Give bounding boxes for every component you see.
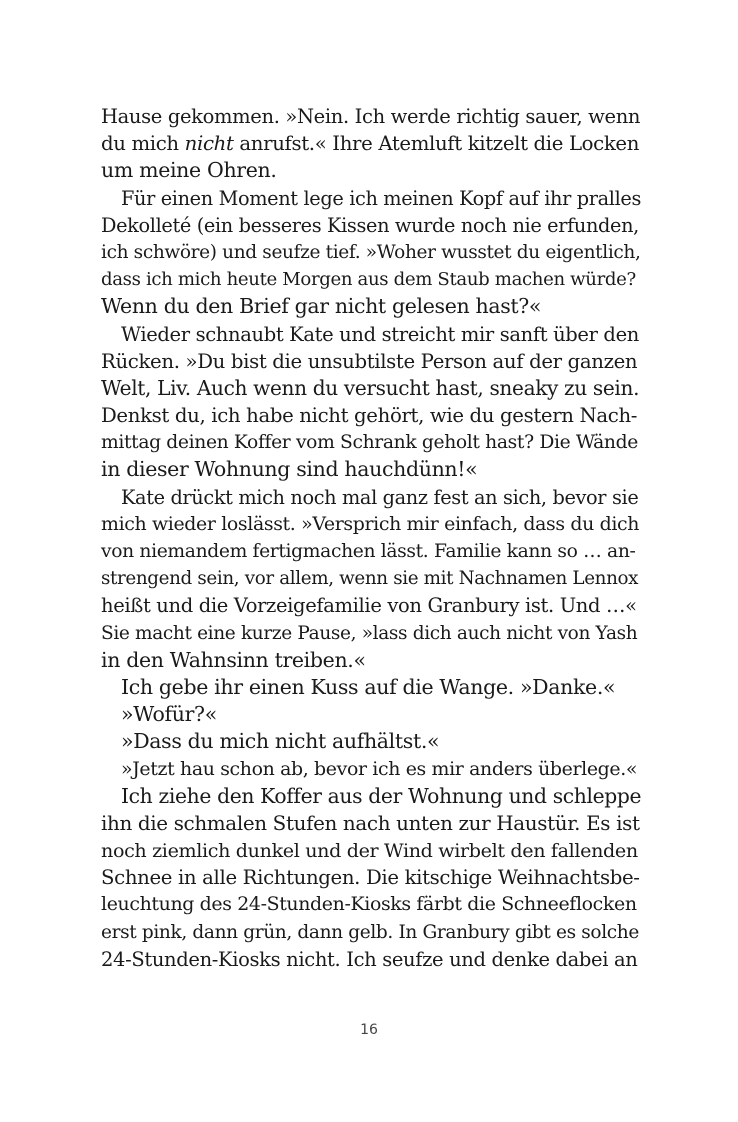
text-line: mittag deinen Koffer vom Schrank geholt hast? Die Wände [101, 432, 638, 454]
emphasis-text: nicht [184, 132, 234, 156]
text-line: heißt und die Vorzeigefamilie von Granbury ist. Und …« [101, 594, 637, 618]
text-line: Sie macht eine kurze Pause, »lass dich auch nicht von Yash [101, 622, 638, 644]
text-line: in dieser Wohnung sind hauchdünn!« [101, 457, 478, 482]
text-line: 24-Stunden-Kiosks nicht. Ich seufze und denke dabei an [101, 947, 638, 971]
text-line: Denkst du, ich habe nicht gehört, wie du gestern Nach- [101, 404, 638, 428]
body-text [101, 103, 641, 973]
text-line: ich schwöre) und seufze tief. »Woher wusstet du eigentlich, [101, 241, 641, 263]
text-line: Dekolleté (ein besseres Kissen wurde noch nie erfunden, [101, 213, 639, 237]
text-line: dass ich mich heute Morgen aus dem Staub machen würde? [101, 269, 636, 291]
text-line: Kate drückt mich noch mal ganz fest an sich, bevor sie [121, 485, 639, 509]
text-line: Für einen Moment lege ich meinen Kopf auf ihr pralles [121, 186, 641, 210]
text-line: leuchtung des 24-Stunden-Kiosks färbt die Schneeflocken [101, 893, 637, 916]
text-segment: du mich [101, 132, 185, 156]
page-number: 16 [360, 1022, 378, 1038]
text-line: erst pink, dann grün, dann gelb. In Granbury gibt es solche [101, 921, 639, 943]
text-line: Schnee in alle Richtungen. Die kitschige Weihnachtsbe- [101, 866, 640, 890]
text-line: von niemandem fertigmachen lässt. Familie kann so … an- [101, 541, 636, 562]
text-segment: anrufst.« Ihre Atemluft kitzelt die Locken [233, 132, 640, 156]
text-line: Wieder schnaubt Kate und streicht mir sanft über den [121, 322, 639, 346]
text-line: noch ziemlich dunkel und der Wind wirbelt den fallenden [101, 839, 638, 863]
text-line: um meine Ohren. [101, 158, 277, 183]
text-line: Ich gebe ihr einen Kuss auf die Wange. »Danke.« [121, 674, 616, 699]
text-line: Ich ziehe den Koffer aus der Wohnung und schleppe [121, 783, 642, 808]
text-line: Welt, Liv. Auch wenn du versucht hast, sneaky zu sein. [101, 375, 640, 400]
text-line: »Dass du mich nicht aufhältst.« [121, 729, 440, 754]
text-line [101, 130, 641, 157]
text-line: mich wieder loslässt. »Versprich mir einfach, dass du dich [101, 512, 640, 535]
text-line: in den Wahnsinn treiben.« [101, 647, 366, 672]
text-line: »Jetzt hau schon ab, bevor ich es mir anders überlege.« [121, 757, 638, 780]
text-line: Rücken. »Du bist die unsubtilste Person auf der ganzen [101, 349, 638, 373]
text-line: strengend sein, vor allem, wenn sie mit Nachnamen Lennox [101, 568, 639, 590]
text-line: Wenn du den Brief gar nicht gelesen hast?« [101, 294, 542, 319]
text-line: ihn die schmalen Stufen nach unten zur Haustür. Es ist [101, 811, 640, 835]
text-line: Hause gekommen. »Nein. Ich werde richtig sauer, wenn [101, 105, 641, 128]
text-line: »Wofür?« [121, 702, 217, 727]
